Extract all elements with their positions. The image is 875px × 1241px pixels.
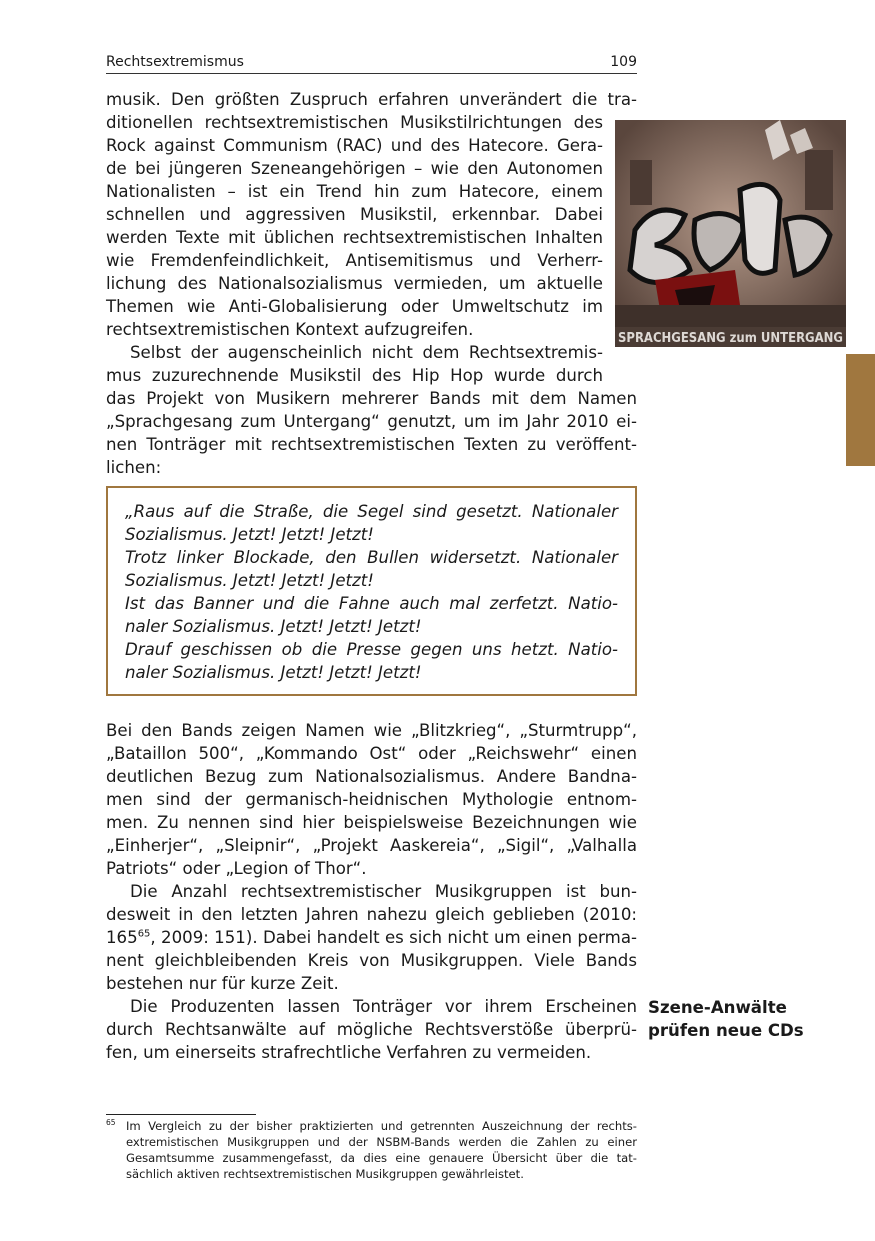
text-line: desweit in den letzten Jahren nahezu gleich geblieben (2010: [106, 905, 637, 924]
text-line: rechtsextremistischen Kontext aufzugreifen. [106, 320, 474, 339]
paragraph-1 [106, 88, 637, 341]
quote-line: Sozialismus. Jetzt! Jetzt! Jetzt! [125, 571, 374, 590]
text-line: das Projekt von Musikern mehrerer Bands mit dem Namen [106, 389, 637, 408]
paragraph-5 [106, 995, 637, 1064]
lyrics-quote-box [106, 486, 637, 696]
footnote-line: sächlich aktiven rechtsextremistischen Musikgruppen gewährleistet. [126, 1167, 524, 1181]
text-line: musik. Den größten Zuspruch erfahren unverändert die tra- [106, 90, 637, 109]
section-title: Rechtsextremismus [106, 54, 244, 70]
text-line: ditionellen rechtsextremistischen Musikstilrichtungen des [106, 113, 603, 132]
text-line: werden Texte mit üblichen rechtsextremistischen Inhalten [106, 228, 603, 247]
text-line: Selbst der augenscheinlich nicht dem Rechtsextremis- [130, 343, 603, 362]
text-line: Patriots“ oder „Legion of Thor“. [106, 859, 367, 878]
text-line: „Bataillon 500“, „Kommando Ost“ oder „Reichswehr“ einen [106, 744, 637, 763]
text-line: de bei jüngeren Szeneangehörigen – wie den Autonomen [106, 159, 603, 178]
quote-line: Trotz linker Blockade, den Bullen widersetzt. Nationaler [125, 548, 618, 567]
text-line: Die Anzahl rechtsextremistischer Musikgruppen ist bun- [130, 882, 637, 901]
album-cover-image [615, 120, 846, 347]
footnote-line: Im Vergleich zu der bisher praktizierten und getrennten Auszeichnung der rechts- [126, 1119, 637, 1133]
text-line: Bei den Bands zeigen Namen wie „Blitzkrieg“, „Sturmtrupp“, [106, 721, 637, 740]
quote-line: „Raus auf die Straße, die Segel sind gesetzt. Nationaler [125, 502, 618, 521]
text-line: fen, um einerseits strafrechtliche Verfahren zu vermeiden. [106, 1043, 592, 1062]
text-line: „Einherjer“, „Sleipnir“, „Projekt Aaskereia“, „Sigil“, „Valhalla [106, 836, 637, 855]
paragraph-3 [106, 719, 637, 880]
footnote [106, 1118, 637, 1182]
text-line [106, 926, 637, 949]
text-line: schnellen und aggressiven Musikstil, erkennbar. Dabei [106, 205, 603, 224]
text-line: deutlichen Bezug zum Nationalsozialismus. Andere Bandna- [106, 767, 637, 786]
text-line: Themen wie Anti-Globalisierung oder Umweltschutz im [106, 297, 603, 316]
text-line: Rock against Communism (RAC) und des Hatecore. Gera- [106, 136, 603, 155]
running-header [106, 52, 637, 74]
marginal-note-line: prüfen neue CDs [648, 1021, 804, 1040]
text-line: nen Tonträger mit rechtsextremistischen Texten zu veröffent- [106, 435, 637, 454]
paragraph-2 [106, 341, 637, 479]
text-line: nent gleichbleibenden Kreis von Musikgruppen. Viele Bands [106, 951, 637, 970]
footnote-reference[interactable]: 65 [137, 928, 151, 940]
footnote-number: 65 [106, 1118, 116, 1127]
text-line: men. Zu nennen sind hier beispielsweise Bezeichnungen wie [106, 813, 637, 832]
text-fragment: , 2009: 151). Dabei handelt es sich nicht um einen perma- [150, 928, 637, 947]
marginal-note-line: Szene-Anwälte [648, 998, 787, 1017]
quote-line: naler Sozialismus. Jetzt! Jetzt! Jetzt! [125, 663, 422, 682]
text-line: men sind der germanisch-heidnischen Mythologie entnom- [106, 790, 637, 809]
quote-line: Sozialismus. Jetzt! Jetzt! Jetzt! [125, 525, 374, 544]
text-line: mus zuzurechnende Musikstil des Hip Hop wurde durch [106, 366, 603, 385]
quote-line: Drauf geschissen ob die Presse gegen uns hetzt. Natio- [125, 640, 618, 659]
text-line: lichung des Nationalsozialismus vermieden, um aktuelle [106, 274, 603, 293]
text-line: durch Rechtsanwälte auf mögliche Rechtsverstöße überprü- [106, 1020, 637, 1039]
text-line: Die Produzenten lassen Tonträger vor ihrem Erscheinen [130, 997, 637, 1016]
footnote-line: extremistischen Musikgruppen und der NSBM-Bands werden die Zahlen zu einer [126, 1135, 637, 1149]
marginal-note [648, 996, 848, 1042]
footnote-line: Gesamtsumme zusammengefasst, da dies eine genauere Übersicht über die tat- [126, 1151, 637, 1165]
text-line: „Sprachgesang zum Untergang“ genutzt, um im Jahr 2010 ei- [106, 412, 637, 431]
page-number: 109 [610, 54, 637, 70]
year-count: 165 [106, 928, 138, 947]
body-text-upper [106, 88, 637, 479]
text-line: bestehen nur für kurze Zeit. [106, 974, 339, 993]
footnote-divider [106, 1114, 256, 1115]
quote-line: naler Sozialismus. Jetzt! Jetzt! Jetzt! [125, 617, 422, 636]
text-line: lichen: [106, 458, 162, 477]
text-line: wie Fremdenfeindlichkeit, Antisemitismus und Verherr- [106, 251, 603, 270]
body-text-lower [106, 719, 637, 1064]
chapter-tab [846, 354, 875, 466]
quote-line: Ist das Banner und die Fahne auch mal zerfetzt. Natio- [125, 594, 618, 613]
paragraph-4 [106, 880, 637, 995]
cover-banner-text: SPRACHGESANG zum UNTERGANG [618, 331, 843, 346]
graffiti-artwork [615, 120, 846, 347]
text-line: Nationalisten – ist ein Trend hin zum Hatecore, einem [106, 182, 603, 201]
